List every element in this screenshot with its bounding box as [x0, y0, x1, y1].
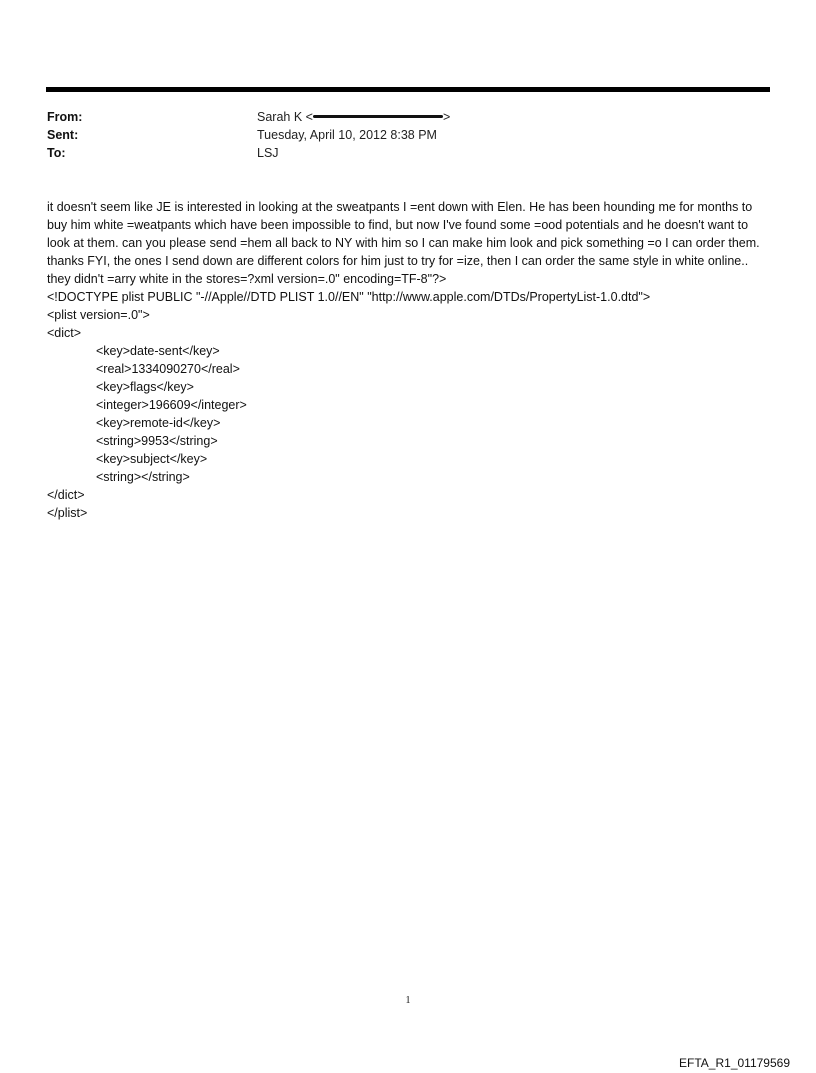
sent-label: Sent: — [47, 128, 79, 142]
plist-value-line: <integer>196609</integer> — [96, 398, 247, 412]
plist-key-line: <key>subject</key> — [96, 452, 208, 466]
from-label: From: — [47, 110, 83, 124]
email-header — [47, 108, 767, 162]
dict-close-line: </dict> — [47, 488, 85, 502]
header-rule — [46, 87, 770, 92]
from-value — [257, 108, 450, 126]
close-angle: > — [442, 110, 451, 124]
plist-open-line: <plist version=.0"> — [47, 308, 150, 322]
plist-key-line: <key>remote-id</key> — [96, 416, 221, 430]
plist-key-line: <key>date-sent</key> — [96, 344, 220, 358]
doctype-line: <!DOCTYPE plist PUBLIC "-//Apple//DTD PLIST 1.0//EN" "http://www.apple.com/DTDs/PropertyList-1.0.dtd"> — [47, 290, 651, 304]
plist-value-line: <real>1334090270</real> — [96, 362, 240, 376]
plist-value-line: <string>9953</string> — [96, 434, 218, 448]
to-value: LSJ — [257, 146, 279, 160]
plist-value-line: <string></string> — [96, 470, 190, 484]
email-body — [47, 198, 772, 522]
sent-value: Tuesday, April 10, 2012 8:38 PM — [257, 128, 437, 142]
dict-open-line: <dict> — [47, 326, 82, 340]
plist-close-line: </plist> — [47, 506, 88, 520]
plist-key-line: <key>flags</key> — [96, 380, 194, 394]
to-label: To: — [47, 146, 66, 160]
redacted-email — [313, 115, 443, 118]
to-row — [47, 144, 767, 162]
bates-number: EFTA_R1_01179569 — [679, 1056, 790, 1070]
sender-name: Sarah K — [257, 110, 303, 124]
open-angle: < — [305, 110, 313, 124]
body-paragraph: it doesn't seem like JE is interested in looking at the sweatpants I =ent down with Elen. He has been hounding me for months to buy him white =weatpants which have been impossible to find, but now I've found some =ood potentials and he doesn't want to look at them. can you please send =hem all back to NY with him so I can make him look and pick something =o I can order them. thanks FYI, the ones I send down are different colors for him just to try for =ize, then I can order the same style in white online.. they didn't =arry white in the stores=?xml version=.0" encoding=TF-8"?> — [47, 200, 760, 286]
sent-row — [47, 126, 767, 144]
page-number: 1 — [405, 995, 411, 1006]
from-row — [47, 108, 767, 126]
